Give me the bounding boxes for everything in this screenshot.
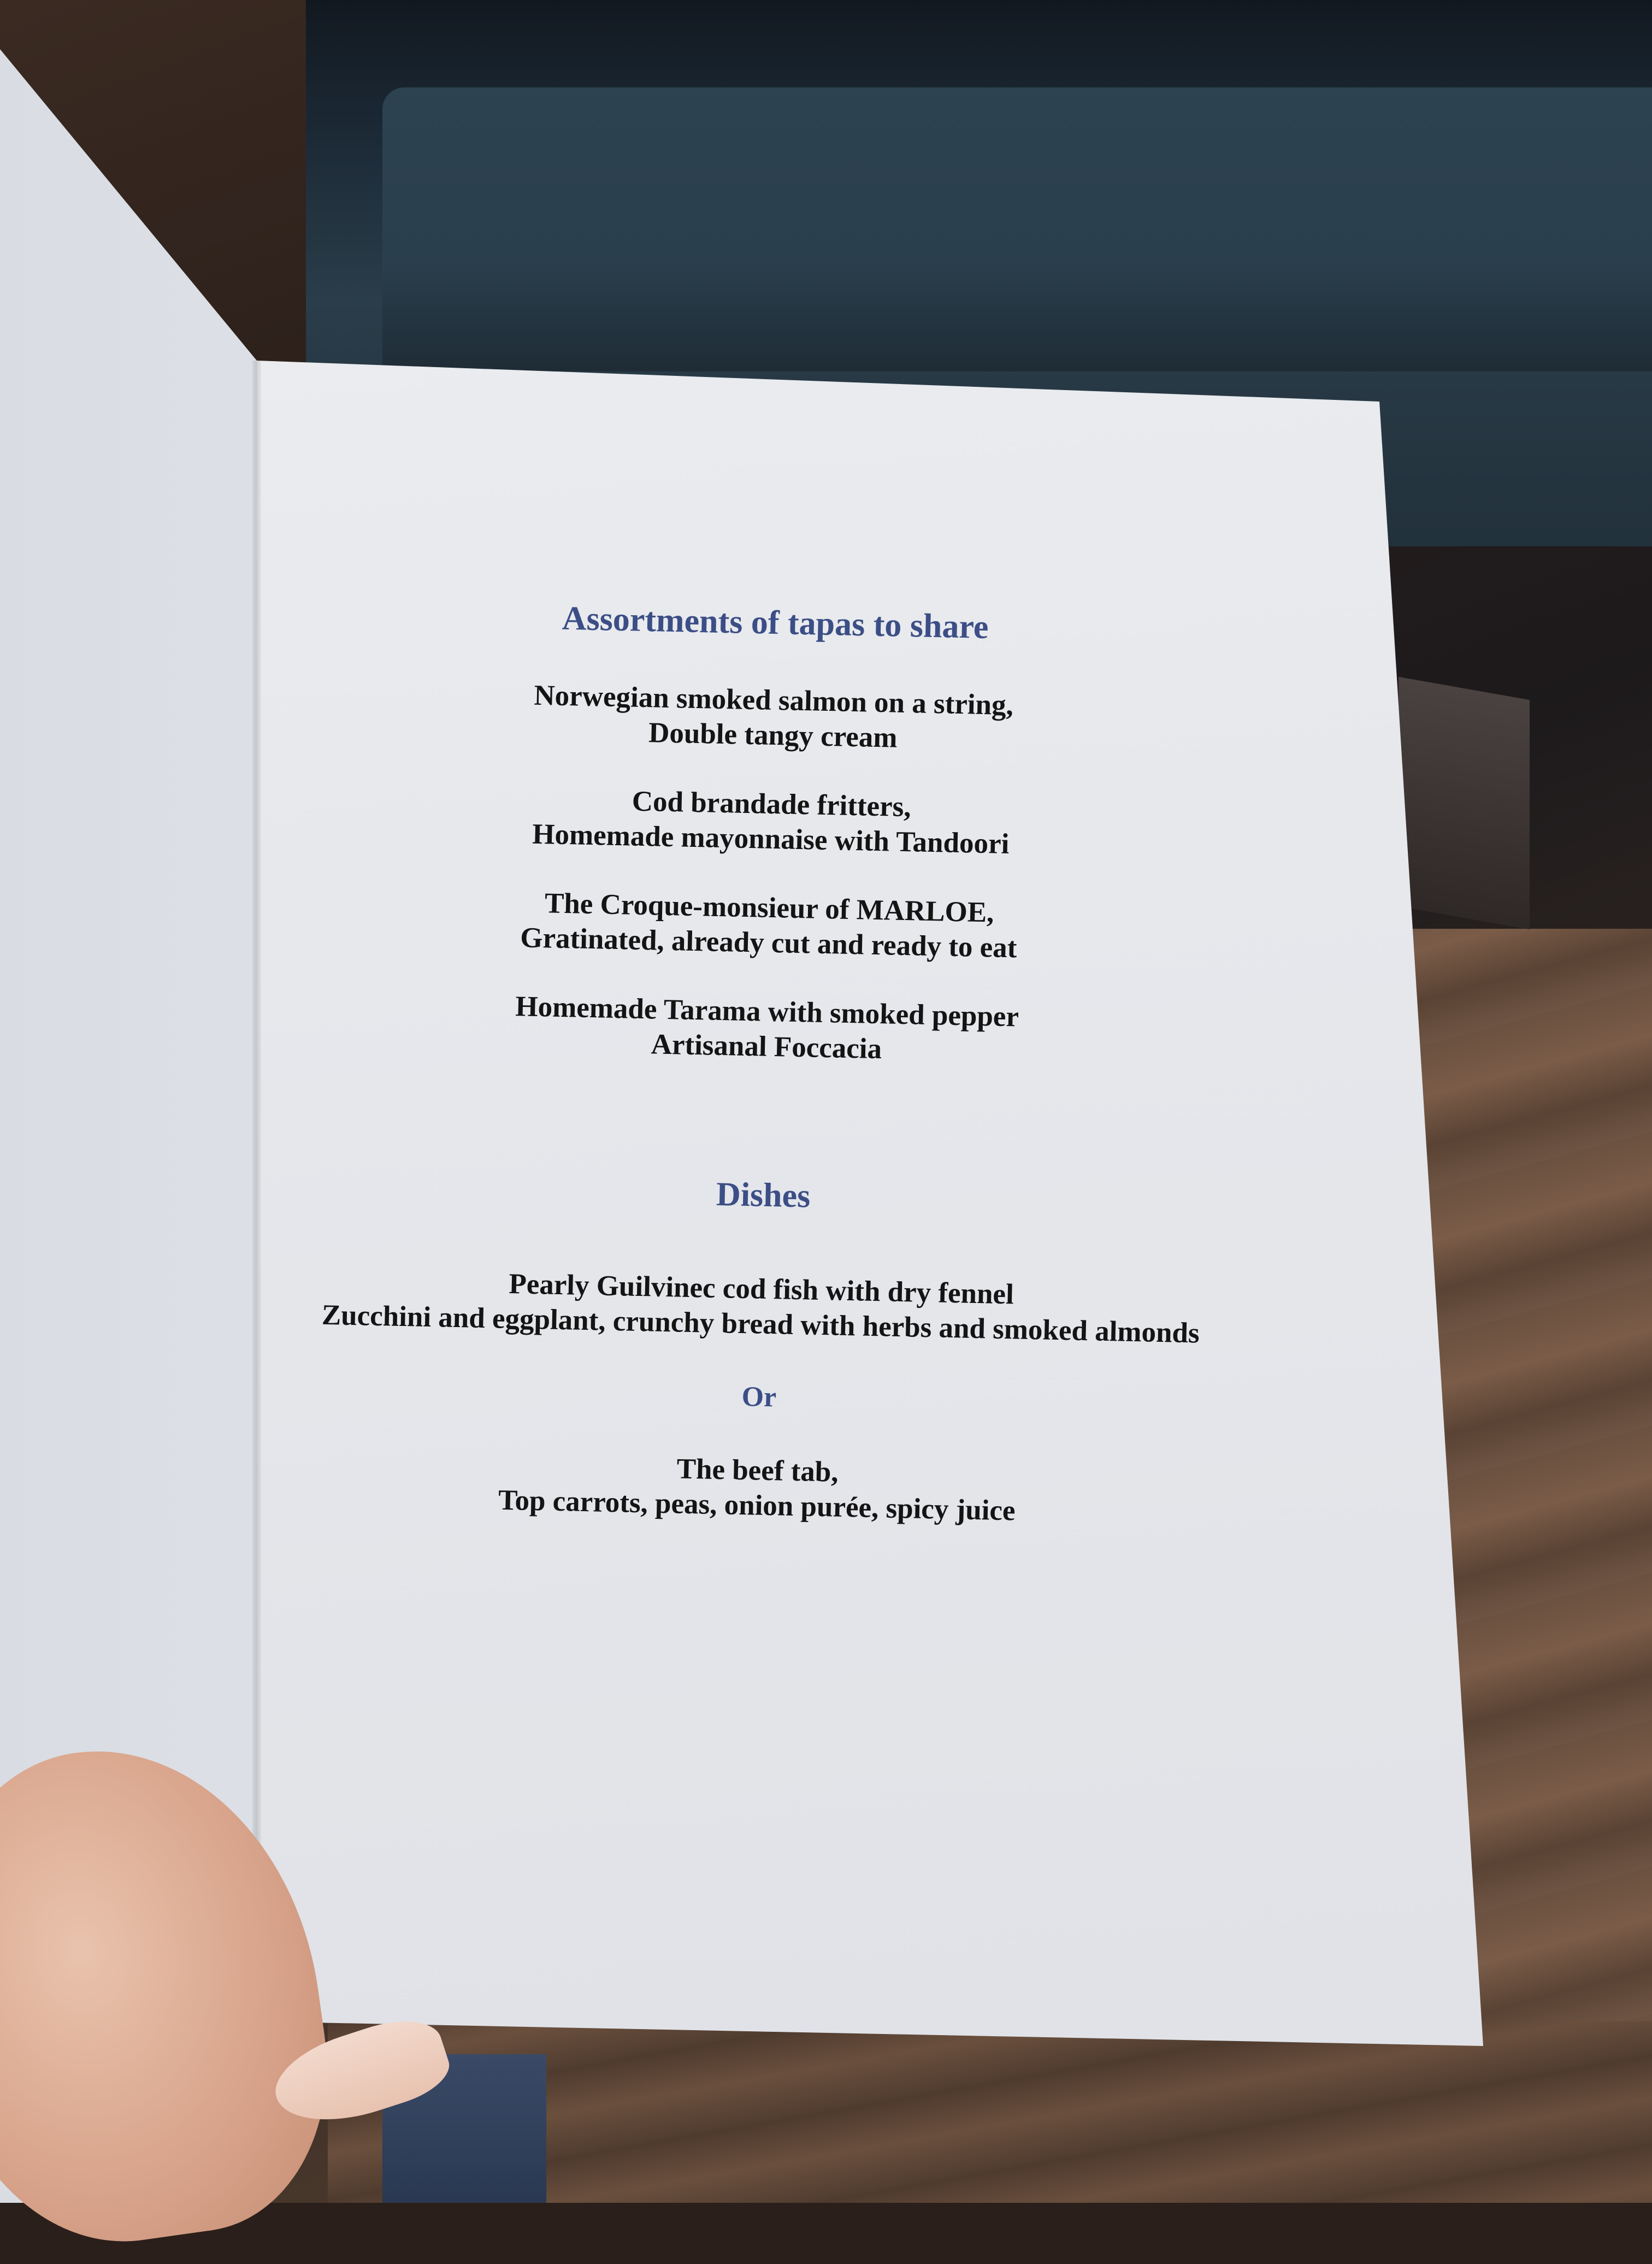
dish-item-line2: Zucchini and eggplant, crunchy bread with herbs and smoked almonds (321, 1299, 1200, 1349)
dishes-section (265, 1163, 1255, 1534)
tapas-item (281, 673, 1265, 763)
background-bench-cushion (382, 87, 1652, 372)
tapas-item (276, 880, 1261, 971)
dish-item-line1: The beef tab, (676, 1453, 839, 1488)
tapas-item-line2: Gratinated, already cut and ready to eat (520, 922, 1018, 964)
dishes-heading: Dishes (716, 1175, 811, 1215)
tapas-item (274, 984, 1259, 1075)
tapas-item-line1: Cod brandade fritters, (632, 785, 912, 823)
tapas-item-line1: Homemade Tarama with smoked pepper (515, 990, 1019, 1033)
or-separator (267, 1370, 1251, 1425)
dish-item-line1: Pearly Guilvinec cod fish with dry fennel (508, 1268, 1014, 1311)
tapas-section (274, 591, 1267, 1075)
tapas-item (279, 776, 1263, 867)
tapas-item-line2: Homemade mayonnaise with Tandoori (532, 818, 1010, 860)
tapas-list (274, 673, 1265, 1075)
menu-page-fold (252, 361, 261, 2021)
tapas-item-line1: Norwegian smoked salmon on a string, (533, 679, 1014, 722)
or-label: Or (741, 1381, 777, 1413)
menu-content (265, 591, 1267, 1533)
background-box (1399, 677, 1530, 929)
tapas-item-line2: Artisanal Foccacia (651, 1028, 882, 1065)
tapas-item-line2: Double tangy cream (648, 717, 898, 754)
dish-item (269, 1261, 1253, 1352)
tapas-heading: Assortments of tapas to share (562, 599, 989, 646)
dish-item-line2: Top carrots, peas, onion purée, spicy juice (498, 1484, 1016, 1527)
tapas-item-line1: The Croque-monsieur of MARLOE, (544, 887, 994, 929)
